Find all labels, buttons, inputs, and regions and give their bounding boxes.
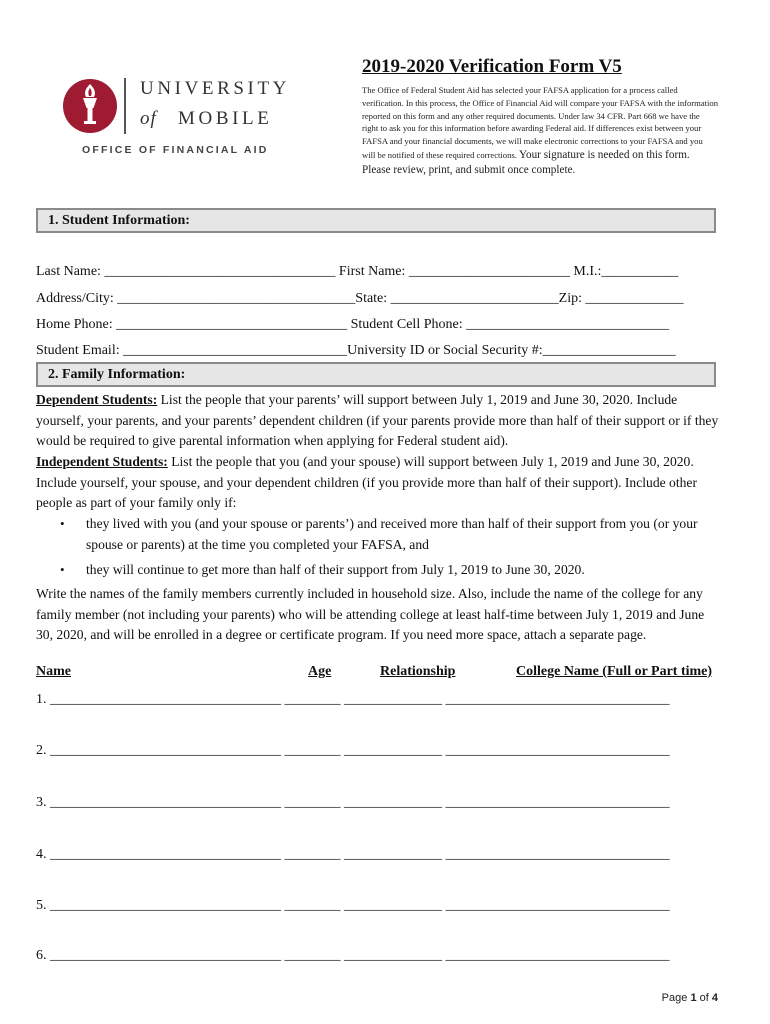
family-member-row[interactable]: 6. _________________________________ ________ ______________ ________________________________: [36, 948, 670, 963]
intro-signature-text: Your signature is needed on this form. Please review, print, and submit once complete.: [362, 148, 690, 176]
logo-university-text: UNIVERSITY: [140, 78, 290, 99]
column-header-age: Age: [308, 664, 332, 679]
university-logo: [62, 72, 332, 162]
address-fields-line[interactable]: Address/City: __________________________________State: ________________________Zip: ______________: [36, 291, 684, 306]
email-id-fields-line[interactable]: Student Email: ________________________________University ID or Social Security #:___________________: [36, 343, 676, 358]
section-title: 1. Student Information:: [48, 213, 190, 228]
section-title: 2. Family Information:: [48, 367, 186, 382]
dependent-students-paragraph: [36, 390, 720, 452]
torch-seal-icon: [62, 78, 118, 134]
column-header-college: College Name (Full or Part time): [516, 664, 713, 679]
bullet-icon: •: [60, 516, 65, 531]
column-header-relationship: Relationship: [380, 664, 456, 679]
bullet-icon: •: [60, 562, 65, 577]
section-family-information: [36, 362, 716, 387]
intro-paragraph: [362, 84, 718, 178]
intro-small-text: The Office of Federal Student Aid has selected your FAFSA application for a process called verification. In this process, the Office of Financial Aid will compare your FAFSA with the information reported on this form and any other required documents. Under law 34 CFR. Part 668 we have the right to ask you for this information before awarding Federal aid. If differences exist between your FAFSA and your financial documents, we will make electronic corrections to your FAFSA and you will be notified of these required corrections.: [362, 85, 719, 160]
dependent-label: Dependent Students:: [36, 392, 158, 407]
form-title: 2019-2020 Verification Form V5: [362, 56, 622, 77]
logo-department-text: OFFICE OF FINANCIAL AID: [82, 144, 269, 156]
section-student-information: [36, 208, 716, 233]
logo-divider: [124, 78, 126, 134]
page-total: 4: [711, 992, 718, 1004]
page-current: 1: [690, 992, 697, 1004]
bullet-item: they will continue to get more than half of their support from July 1, 2019 to June 30, 2020.: [86, 562, 585, 577]
household-instructions: Write the names of the family members currently included in household size. Also, include the name of the college for any family member (not including your parents) who will be attending college at least half-time between July 1, 2019 and June 30, 2020, and will be enrolled in a degree or certificate program. If you need more space, attach a separate page.: [36, 586, 705, 642]
independent-text: List the people that you (and your spouse) will support between July 1, 2019 and June 30, 2020. Include yourself, your spouse, and your dependent children (if you provide more than half of their support). Include other people as part of your family only if:: [36, 454, 697, 510]
phone-fields-line[interactable]: Home Phone: _________________________________ Student Cell Phone: _____________________________: [36, 317, 670, 332]
page-word: Page: [661, 992, 688, 1004]
name-fields-line[interactable]: Last Name: _________________________________ First Name: _______________________ M.I.:___________: [36, 264, 679, 279]
logo-of-text: of: [140, 108, 157, 129]
independent-label: Independent Students:: [36, 454, 168, 469]
bullet-item: they lived with you (and your spouse or parents’) and received more than half of their support from you (or your spouse or parents) at the time you completed your FAFSA, and: [86, 516, 698, 552]
family-member-row[interactable]: 3. _________________________________ ________ ______________ ________________________________: [36, 795, 670, 810]
dependent-text: List the people that your parents’ will support between July 1, 2019 and June 30, 2020. Include yourself, your parents, and your parents’ dependent children (if your parents provide more than half of their support or if they would be required to give parental information when applying for Federal student aid).: [36, 392, 719, 448]
column-header-name: Name: [36, 664, 71, 679]
page-number: [662, 992, 718, 1004]
family-member-row[interactable]: 4. _________________________________ ________ ______________ ________________________________: [36, 847, 670, 862]
family-member-row[interactable]: 1. _________________________________ ________ ______________ ________________________________: [36, 692, 670, 707]
family-member-row[interactable]: 2. _________________________________ ________ ______________ ________________________________: [36, 743, 670, 758]
independent-students-paragraph: [36, 452, 720, 514]
family-member-row[interactable]: 5. _________________________________ ________ ______________ ________________________________: [36, 898, 670, 913]
of-word: of: [699, 992, 709, 1004]
logo-mobile-text: MOBILE: [178, 108, 273, 129]
